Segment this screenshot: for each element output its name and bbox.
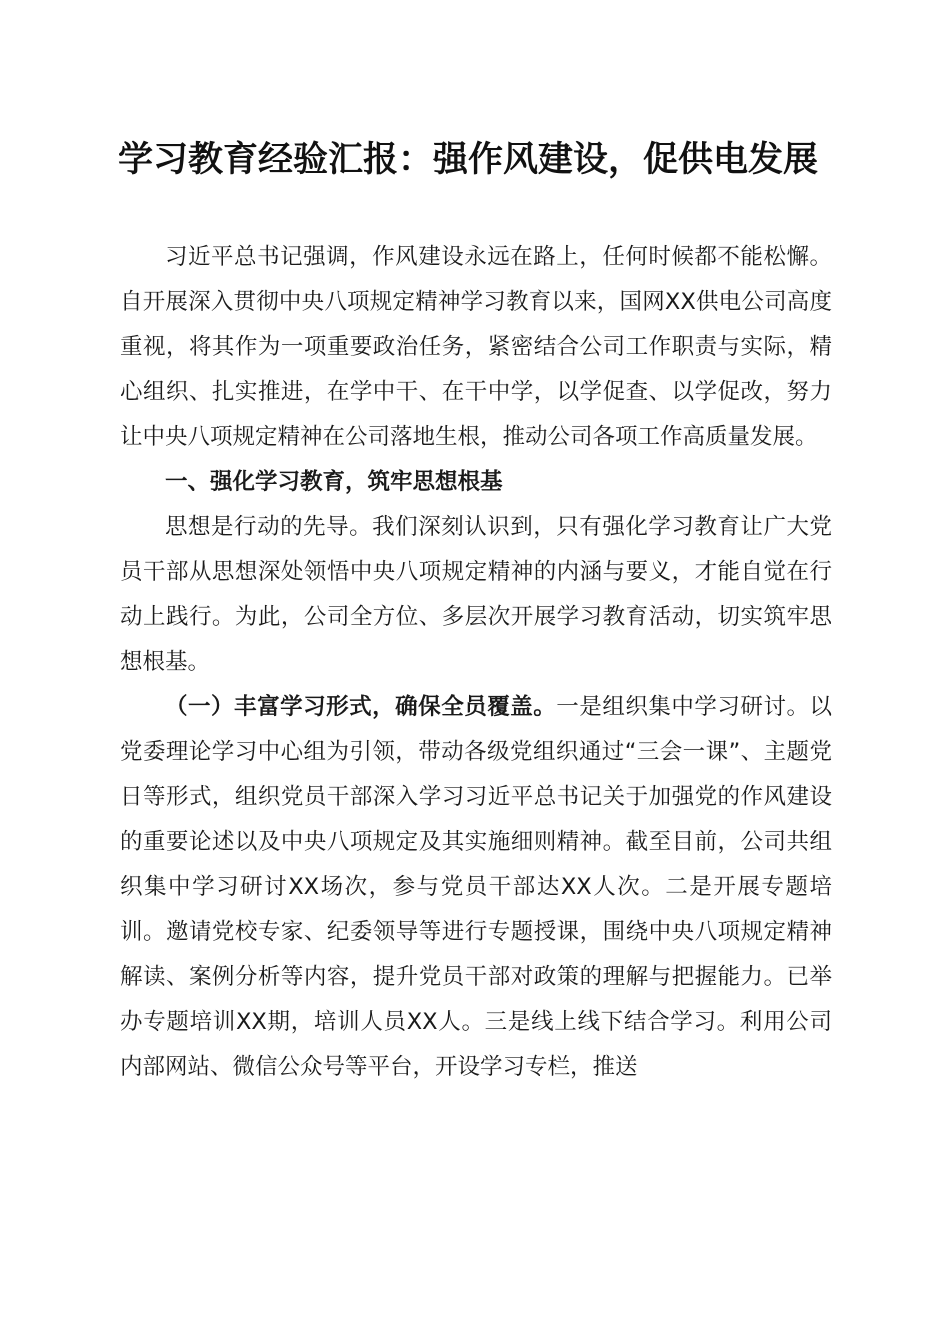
document-body: [120, 235, 832, 1090]
paragraph-subsection-1: [120, 685, 832, 1090]
subsection-text: 一是组织集中学习研讨。以党委理论学习中心组为引领，带动各级党组织通过“三会一课”、主题党日等形式，组织党员干部深入学习习近平总书记关于加强党的作风建设的重要论述以及中央八项规定及其实施细则精神。截至目前，公司共组织集中学习研讨XX场次，参与党员干部达XX人次。二是开展专题培训。邀请党校专家、纪委领导等进行专题授课，围绕中央八项规定精神解读、案例分析等内容，提升党员干部对政策的理解与把握能力。已举办专题培训XX期，培训人员XX人。三是线上线下结合学习。利用公司内部网站、微信公众号等平台，开设学习专栏，推送: [120, 694, 832, 1080]
section-heading-1: 一、强化学习教育，筑牢思想根基: [165, 469, 503, 495]
document-title: 学习教育经验汇报：强作风建设，促供电发展: [118, 139, 819, 180]
subsection-lead: （一）丰富学习形式，确保全员覆盖。: [165, 694, 557, 720]
paragraph-intro: 习近平总书记强调，作风建设永远在路上，任何时候都不能松懈。自开展深入贯彻中央八项规定精神学习教育以来，国网XX供电公司高度重视，将其作为一项重要政治任务，紧密结合公司工作职责与实际，精心组织、扎实推进，在学中干、在干中学，以学促查、以学促改，努力让中央八项规定精神在公司落地生根，推动公司各项工作高质量发展。: [120, 244, 832, 450]
paragraph-section-1: 思想是行动的先导。我们深刻认识到，只有强化学习教育让广大党员干部从思想深处领悟中央八项规定精神的内涵与要义，才能自觉在行动上践行。为此，公司全方位、多层次开展学习教育活动，切实筑牢思想根基。: [120, 514, 832, 675]
